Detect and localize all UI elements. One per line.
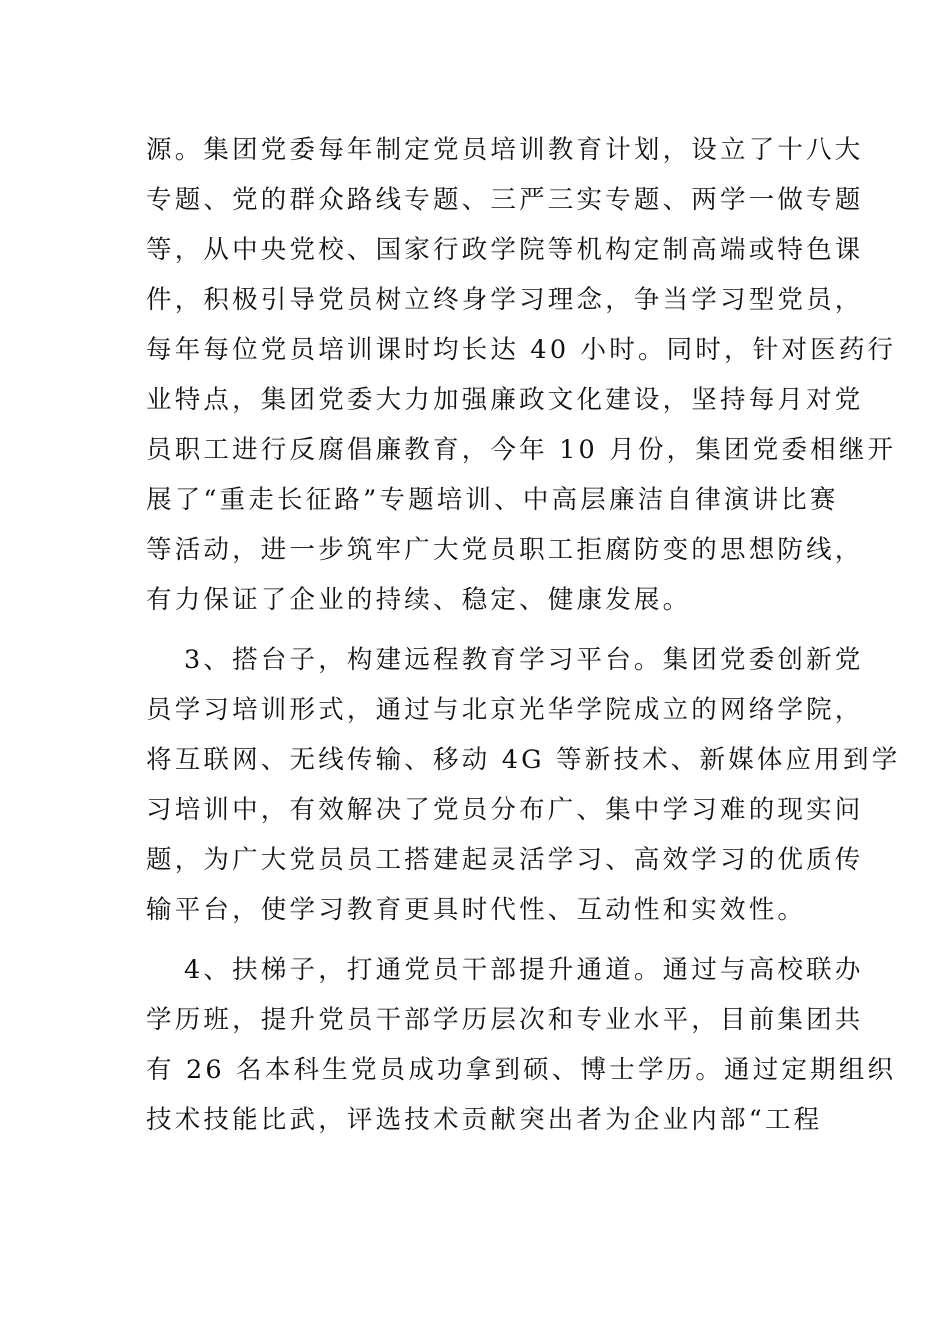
paragraph-1-line-4: 件，积极引导党员树立终身学习理念，争当学习型党员，: [146, 285, 864, 315]
paragraph-1-line-6: 业特点，集团党委大力加强廉政文化建设，坚持每月对党: [146, 385, 864, 415]
paragraph-1-line-8: 展了“重走长征路”专题培训、中高层廉洁自律演讲比赛: [146, 485, 839, 515]
paragraph-2-line-1: 3、搭台子，构建远程教育学习平台。集团党委创新党: [184, 645, 864, 675]
paragraph-2-line-2: 员学习培训形式，通过与北京光华学院成立的网络学院，: [146, 695, 864, 725]
paragraph-3-line-4: 技术技能比武，评选技术贡献突出者为企业内部“工程: [146, 1105, 823, 1135]
paragraph-1-line-1: 源。集团党委每年制定党员培训教育计划，设立了十八大: [146, 135, 864, 165]
paragraph-1-line-5: 每年每位党员培训课时均长达 40 小时。同时，针对医药行: [146, 335, 897, 365]
paragraph-2-line-3: 将互联网、无线传输、移动 4G 等新技术、新媒体应用到学: [146, 745, 901, 775]
paragraph-1-line-9: 等活动，进一步筑牢广大党员职工拒腐防变的思想防线，: [146, 535, 864, 565]
paragraph-3-line-2: 学历班，提升党员干部学历层次和专业水平，目前集团共: [146, 1005, 864, 1035]
paragraph-2-line-4: 习培训中，有效解决了党员分布广、集中学习难的现实问: [146, 795, 864, 825]
paragraph-1-line-10: 有力保证了企业的持续、稳定、健康发展。: [146, 585, 692, 615]
paragraph-1-line-7: 员职工进行反腐倡廉教育，今年 10 月份，集团党委相继开: [146, 435, 897, 465]
paragraph-2-line-5: 题，为广大党员员工搭建起灵活学习、高效学习的优质传: [146, 845, 864, 875]
paragraph-2-line-6: 输平台，使学习教育更具时代性、互动性和实效性。: [146, 895, 807, 925]
paragraph-3-line-3: 有 26 名本科生党员成功拿到硕、博士学历。通过定期组织: [146, 1055, 897, 1085]
paragraph-1-line-2: 专题、党的群众路线专题、三严三实专题、两学一做专题: [146, 185, 864, 215]
paragraph-1-line-3: 等，从中央党校、国家行政学院等机构定制高端或特色课: [146, 235, 864, 265]
paragraph-3-line-1: 4、扶梯子，打通党员干部提升通道。通过与高校联办: [184, 955, 864, 985]
